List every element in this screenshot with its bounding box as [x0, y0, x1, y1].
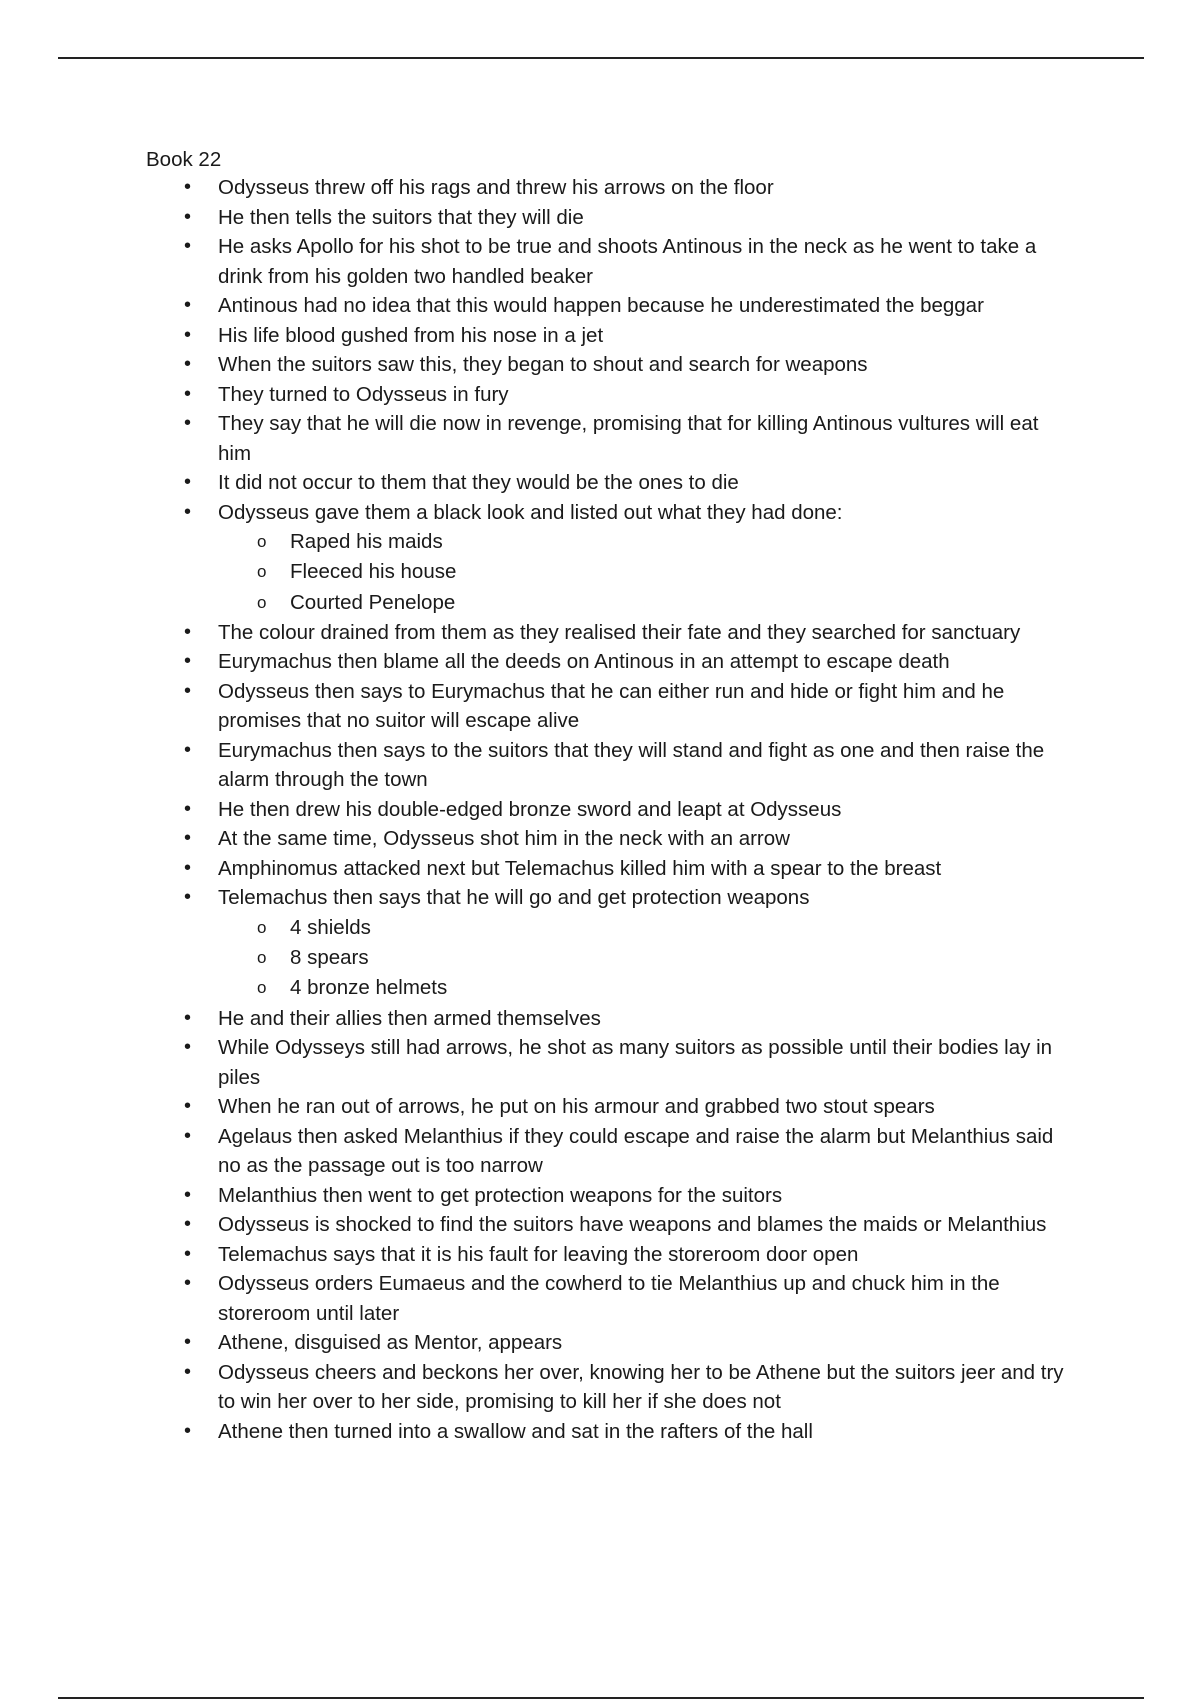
- list-item-text: Odysseus cheers and beckons her over, knowing her to be Athene but the suitors jeer and try to win her over to her side, promising to kill her if she does not: [218, 1360, 1064, 1414]
- sub-list-item-text: Raped his maids: [290, 530, 443, 553]
- list-item-text: When he ran out of arrows, he put on his armour and grabbed two stout spears: [218, 1095, 935, 1119]
- list-item: [146, 618, 1076, 648]
- list-item-text: Odysseus then says to Eurymachus that he can either run and hide or fight him and he promises that no suitor will escape alive: [218, 679, 1005, 733]
- list-item-text: Odysseus gave them a black look and listed out what they had done:: [218, 500, 843, 524]
- list-item-text: He asks Apollo for his shot to be true and shoots Antinous in the neck as he went to take a drink from his golden two handled beaker: [218, 235, 1037, 288]
- footer-rule: [58, 1697, 1144, 1699]
- list-item: [146, 350, 1076, 380]
- list-item: [146, 1181, 1076, 1211]
- list-item: [146, 795, 1076, 825]
- sub-list-item-text: 8 spears: [290, 946, 369, 970]
- list-item: [146, 380, 1076, 410]
- bullet-list: [146, 173, 1076, 1446]
- sub-list: [146, 913, 1076, 1004]
- list-item: [146, 824, 1076, 854]
- list-item-text: When the suitors saw this, they began to shout and search for weapons: [218, 353, 868, 376]
- list-item-text: Odysseus threw off his rags and threw his arrows on the floor: [218, 176, 774, 199]
- list-item: [146, 1092, 1076, 1122]
- list-item-text: He and their allies then armed themselves: [218, 1006, 601, 1030]
- list-item-text: They say that he will die now in revenge, promising that for killing Antinous vultures will eat him: [218, 412, 1039, 465]
- sub-list-item-text: 4 bronze helmets: [290, 976, 448, 1000]
- list-item-text: Athene then turned into a swallow and sat in the rafters of the hall: [218, 1419, 813, 1443]
- list-item: [146, 173, 1076, 203]
- list-item: [146, 1269, 1076, 1328]
- list-item-text: At the same time, Odysseus shot him in the neck with an arrow: [218, 827, 790, 851]
- list-item: [146, 854, 1076, 884]
- list-item: [146, 203, 1076, 233]
- list-item: [146, 1240, 1076, 1270]
- list-item-text: Odysseus is shocked to find the suitors have weapons and blames the maids or Melanthius: [218, 1213, 1047, 1237]
- list-item-text: Eurymachus then blame all the deeds on Antinous in an attempt to escape death: [218, 650, 950, 674]
- list-item: [146, 291, 1076, 321]
- list-item-text: Melanthius then went to get protection weapons for the suitors: [218, 1183, 783, 1207]
- list-item: [146, 1358, 1076, 1417]
- sub-list-item: [146, 557, 1076, 587]
- list-item-text: Amphinomus attacked next but Telemachus killed him with a spear to the breast: [218, 856, 942, 880]
- list-item-text: Eurymachus then says to the suitors that they will stand and fight as one and then raise the alarm through the town: [218, 738, 1045, 792]
- list-item-text: Agelaus then asked Melanthius if they could escape and raise the alarm but Melanthius said no as the passage out is too narrow: [218, 1124, 1054, 1178]
- sub-list-item: [146, 588, 1076, 618]
- sub-list-item-text: 4 shields: [290, 915, 371, 939]
- sub-list-item-text: Courted Penelope: [290, 590, 456, 614]
- list-item: [146, 677, 1076, 736]
- list-item-text: It did not occur to them that they would be the ones to die: [218, 471, 739, 494]
- document-body: [146, 147, 1076, 1446]
- header-rule: [58, 57, 1144, 59]
- list-item-text: He then tells the suitors that they will die: [218, 205, 584, 229]
- sub-list-item: [146, 913, 1076, 943]
- list-item: [146, 736, 1076, 795]
- sub-list-item-text: Fleeced his house: [290, 560, 457, 584]
- list-item: [146, 1210, 1076, 1240]
- sub-list-item: [146, 527, 1076, 557]
- sub-list-item: [146, 973, 1076, 1003]
- list-item: [146, 1033, 1076, 1092]
- list-item: [146, 1004, 1076, 1034]
- list-item: [146, 468, 1076, 498]
- sub-list: [146, 527, 1076, 618]
- list-item-text: Athene, disguised as Mentor, appears: [218, 1331, 563, 1355]
- list-item-text: Telemachus then says that he will go and get protection weapons: [218, 886, 810, 910]
- list-item-text: While Odysseys still had arrows, he shot as many suitors as possible until their bodies lay in piles: [218, 1036, 1053, 1089]
- list-item-text: They turned to Odysseus in fury: [218, 382, 509, 406]
- list-item: [146, 883, 1076, 913]
- page-title: Book 22: [146, 148, 222, 171]
- list-item: [146, 321, 1076, 351]
- list-item-text: Telemachus says that it is his fault for leaving the storeroom door open: [218, 1242, 859, 1266]
- list-item-text: Odysseus orders Eumaeus and the cowherd to tie Melanthius up and chuck him in the storeroom until later: [218, 1272, 1000, 1325]
- list-item-text: He then drew his double-edged bronze sword and leapt at Odysseus: [218, 797, 842, 821]
- list-item-text: Antinous had no idea that this would happen because he underestimated the beggar: [218, 294, 984, 317]
- list-item: [146, 409, 1076, 468]
- list-item: [146, 498, 1076, 528]
- sub-list-item: [146, 943, 1076, 973]
- list-item: [146, 1328, 1076, 1358]
- list-item: [146, 232, 1076, 291]
- list-item-text: The colour drained from them as they realised their fate and they searched for sanctuary: [218, 620, 1021, 644]
- list-item: [146, 647, 1076, 677]
- list-item: [146, 1417, 1076, 1447]
- list-item: [146, 1122, 1076, 1181]
- list-item-text: His life blood gushed from his nose in a jet: [218, 323, 604, 347]
